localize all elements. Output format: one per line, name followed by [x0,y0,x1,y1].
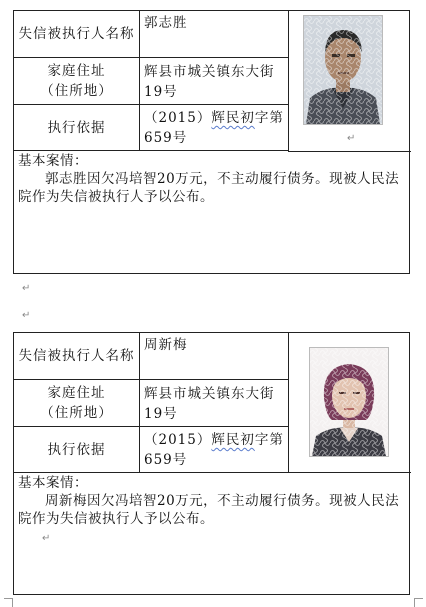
case-header: 基本案情： [18,475,88,491]
address-value: 辉县市城关镇东大街19号 [144,386,275,422]
paragraph-mark: ↵ [347,133,356,144]
paragraph-mark: ↵ [42,533,51,544]
name-value: 周新梅 [144,337,188,353]
address-row [14,380,288,427]
record-card-1 [13,10,410,274]
basis-row [14,105,288,151]
name-label: 失信被执行人名称 [14,333,140,379]
name-value: 郭志胜 [144,15,188,31]
case-section [14,151,409,207]
male-portrait-photo [303,15,383,125]
paragraph-mark: ↵ [22,283,31,294]
paragraph-mark: ↵ [22,310,31,321]
photo-cell [288,333,411,473]
name-label: 失信被执行人名称 [14,11,140,57]
address-label: 家庭住址 （住所地） [14,380,140,426]
name-row [14,11,288,58]
photo-cell [288,11,411,152]
address-value: 辉县市城关镇东大街19号 [144,64,275,100]
female-portrait-photo [309,347,389,457]
case-text: 周新梅因欠冯培智20万元，不主动履行债务。现被人民法院作为失信被执行人予以公布。 [18,493,400,527]
basis-label: 执行依据 [14,105,140,150]
address-label: 家庭住址 （住所地） [14,58,140,104]
basis-value: （2015）辉民初字第659号 [144,432,284,468]
address-row [14,58,288,105]
case-header: 基本案情： [18,153,88,169]
record-card-2 [13,332,410,595]
basis-label: 执行依据 [14,427,140,472]
basis-row [14,427,288,473]
case-text: 郭志胜因欠冯培智20万元，不主动履行债务。现被人民法院作为失信被执行人予以公布。 [18,171,400,205]
name-row [14,333,288,380]
basis-value: （2015）辉民初字第659号 [144,110,284,146]
case-section [14,473,409,549]
